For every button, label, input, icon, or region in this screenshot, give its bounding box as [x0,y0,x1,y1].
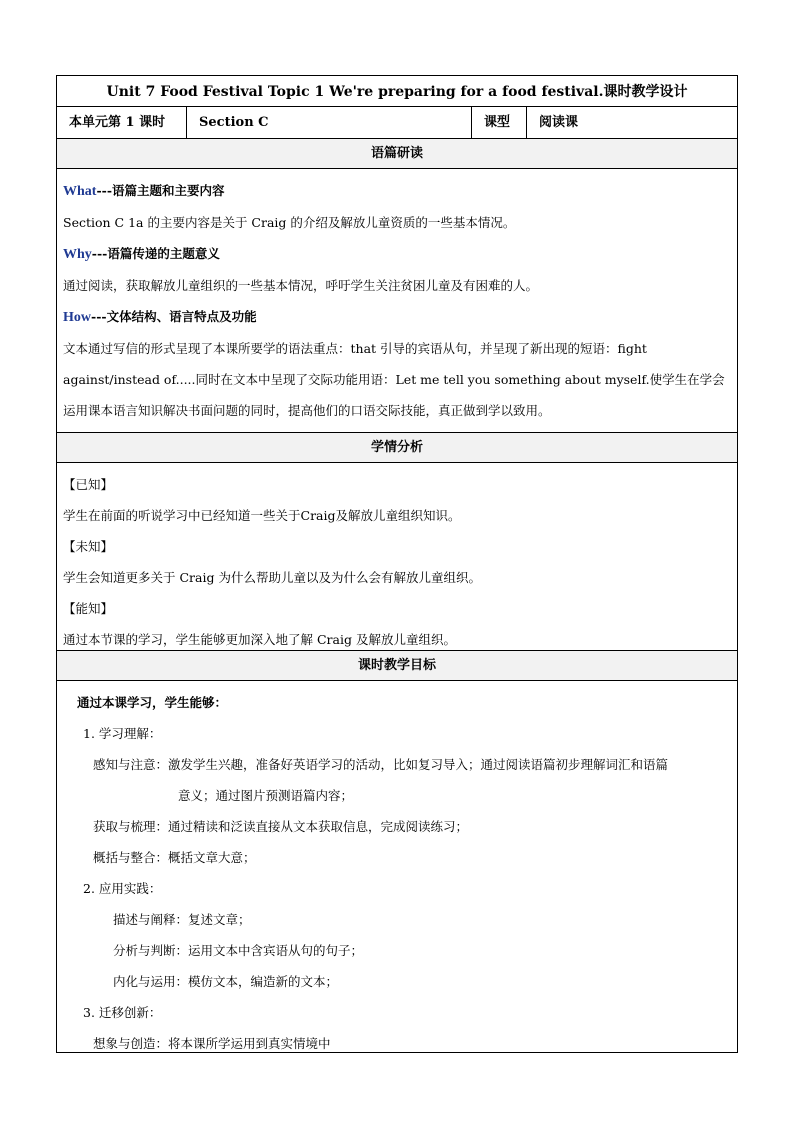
section-heading-student-analysis: 学情分析 [56,433,738,463]
objectives-body [56,681,738,1053]
objective-1b: 获取与梳理：通过精读和泛读直接从文本获取信息，完成阅读练习； [93,819,469,834]
how-label: How [63,310,91,325]
why-text: 通过阅读，获取解放儿童组织的一些基本情况，呼吁学生关注贫困儿童及有困难的人。 [63,278,539,293]
lesson-plan-table [56,75,738,1053]
what-text: Section C 1a 的主要内容是关于 Craig 的介绍及解放儿童资质的一些基本情况。 [63,215,516,230]
how-text: 文本通过写信的形式呈现了本课所要学的语法重点：that 引导的宾语从句，并呈现了新出现的短语：fight against/instead of.....同时在文本中呈现了交际功能用语：Let me tell you something about myself.使学生在学会运用课本语言知识解决书面问题的同时，提高他们的口语交际技能，真正做到学以致用。 [63,341,725,418]
text-analysis-body [56,169,738,433]
what-heading [63,175,731,207]
unknown-text: 学生会知道更多关于 Craig 为什么帮助儿童以及为什么会有解放儿童组织。 [63,570,481,585]
objective-1a-line2: 意义；通过图片预测语篇内容； [178,788,354,803]
section-heading-text-analysis: 语篇研读 [56,139,738,169]
document-title: Unit 7 Food Festival Topic 1 We're preparing for a food festival.课时教学设计 [56,75,738,107]
objective-3: 3. 迁移创新： [83,1005,162,1020]
type-label: 课型 [472,107,527,138]
objective-3a: 想象与创造：将本课所学运用到真实情境中 [93,1036,331,1051]
objective-1c: 概括与整合：概括文章大意； [93,850,256,865]
unknown-label: 【未知】 [63,539,114,554]
objective-2: 2. 应用实践： [83,881,162,896]
why-label: Why [63,247,92,262]
why-title: ---语篇传递的主题意义 [91,246,220,261]
how-title: ---文体结构、语言特点及功能 [91,309,257,324]
what-title: ---语篇主题和主要内容 [96,183,225,198]
how-heading [63,301,731,333]
objective-1a-line1: 感知与注意：激发学生兴趣，准备好英语学习的活动，比如复习导入；通过阅读语篇初步理解词汇和语篇 [93,757,669,772]
section-name: Section C [187,107,472,138]
objective-1: 1. 学习理解： [83,726,162,741]
known-text: 学生在前面的听说学习中已经知道一些关于Craig及解放儿童组织知识。 [63,508,461,523]
known-label: 【已知】 [63,477,114,492]
objective-2b: 分析与判断：运用文本中含宾语从句的句子； [113,943,364,958]
type-value: 阅读课 [539,115,579,130]
meta-row [56,107,738,139]
lesson-number: 本单元第 1 课时 [57,107,187,138]
what-label: What [63,184,97,199]
able-label: 【能知】 [63,601,114,616]
objectives-intro: 通过本课学习，学生能够： [77,695,228,710]
objective-2a: 描述与阐释：复述文章； [113,912,251,927]
objective-2c: 内化与运用：模仿文本，编造新的文本； [113,974,339,989]
why-heading [63,238,731,270]
student-analysis-body [56,463,738,651]
able-text: 通过本节课的学习，学生能够更加深入地了解 Craig 及解放儿童组织。 [63,632,456,647]
section-heading-objectives: 课时教学目标 [56,651,738,681]
